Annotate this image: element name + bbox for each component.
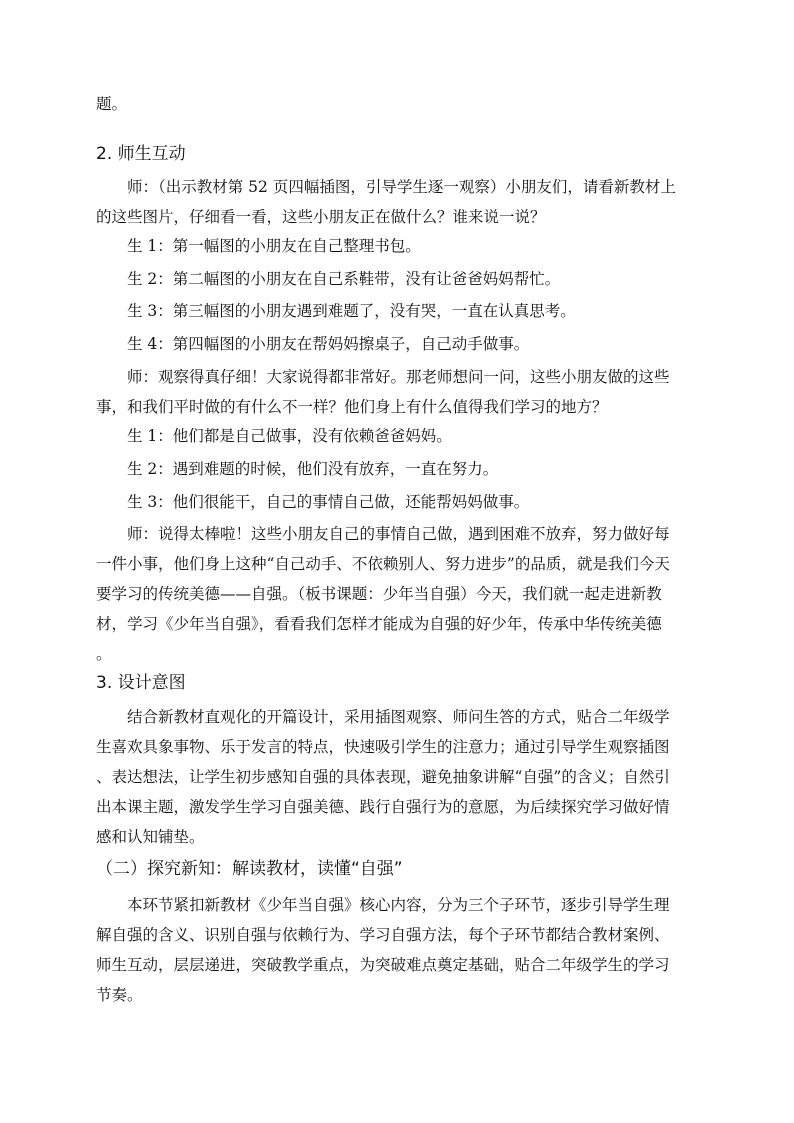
paragraph-teacher-1 bbox=[96, 172, 699, 232]
text-line: 事，和我们平时做的有什么不一样？他们身上有什么值得我们学习的地方？ bbox=[96, 398, 608, 416]
text-line: 的这些图片，仔细看一看，这些小朋友正在做什么？谁来说一说？ bbox=[96, 208, 546, 226]
paragraph-student-2a bbox=[96, 264, 699, 294]
text-line: 师生互动，层层递进，突破教学重点，为突破难点奠定基础，贴合二年级学生的学习 bbox=[96, 956, 670, 974]
paragraph-fragment bbox=[96, 89, 699, 119]
text-line: 生喜欢具象事物、乐于发言的特点，快速吸引学生的注意力；通过引导学生观察插图 bbox=[96, 738, 670, 756]
paragraph-section-intro bbox=[96, 890, 699, 1010]
text-line: 解自强的含义、识别自强与依赖行为、学习自强方法，每个子环节都结合教材案例、 bbox=[96, 926, 670, 944]
text-line: 节奏。 bbox=[96, 986, 143, 1004]
paragraph-student-1a bbox=[96, 231, 699, 261]
text-line: 师：观察得真仔细！大家说得都非常好。那老师想问一问，这些小朋友做的这些 bbox=[127, 368, 670, 386]
paragraph-student-2b bbox=[96, 454, 699, 484]
text-line: 师：（出示教材第 52 页四幅插图，引导学生逐一观察）小朋友们，请看新教材上 bbox=[127, 178, 676, 196]
text-line: 生 1：他们都是自己做事，没有依赖爸爸妈妈。 bbox=[127, 427, 452, 445]
text-line: 、表达想法，让学生初步感知自强的具体表现，避免抽象讲解“自强”的含义；自然引 bbox=[96, 768, 670, 786]
paragraph-student-3a bbox=[96, 296, 699, 326]
text-line: 出本课主题，激发学生学习自强美德、践行自强行为的意愿，为后续探究学习做好情 bbox=[96, 798, 670, 816]
text-line: 师：说得太棒啦！这些小朋友自己的事情自己做，遇到困难不放弃，努力做好每 bbox=[127, 525, 670, 543]
text-line: 感和认知铺垫。 bbox=[96, 828, 205, 846]
paragraph-design-intent bbox=[96, 702, 699, 852]
heading-design-intent: 3. 设计意图 bbox=[96, 673, 186, 693]
paragraph-student-1b bbox=[96, 421, 699, 451]
paragraph-student-4a bbox=[96, 329, 699, 359]
paragraph-teacher-2 bbox=[96, 362, 699, 422]
text-line: 要学习的传统美德——自强。（板书课题：少年当自强）今天，我们就一起走进新教 bbox=[96, 585, 662, 603]
text-line: 本环节紧扣新教材《少年当自强》核心内容，分为三个子环节，逐步引导学生理 bbox=[127, 896, 670, 914]
text-line: 生 1：第一幅图的小朋友在自己整理书包。 bbox=[127, 237, 421, 255]
text-line: 材，学习《少年当自强》，看看我们怎样才能成为自强的好少年，传承中华传统美德 bbox=[96, 615, 662, 633]
heading-interaction: 2. 师生互动 bbox=[96, 144, 186, 164]
text-line: 生 2：第二幅图的小朋友在自己系鞋带，没有让爸爸妈妈帮忙。 bbox=[127, 270, 561, 288]
section-heading-explore: （二）探究新知：解读教材，读懂“自强” bbox=[96, 859, 403, 879]
text-line: 生 3：第三幅图的小朋友遇到难题了，没有哭，一直在认真思考。 bbox=[127, 302, 576, 320]
text-line: 生 3：他们很能干，自己的事情自己做，还能帮妈妈做事。 bbox=[127, 493, 530, 511]
text-line: 。 bbox=[96, 645, 112, 663]
paragraph-student-3b bbox=[96, 487, 699, 517]
paragraph-teacher-3 bbox=[96, 519, 699, 669]
text-line: 结合新教材直观化的开篇设计，采用插图观察、师问生答的方式，贴合二年级学 bbox=[127, 708, 670, 726]
text-line: 一件小事，他们身上这种“自己动手、不依赖别人、努力进步”的品质，就是我们今天 bbox=[96, 555, 670, 573]
text-line: 生 2：遇到难题的时候，他们没有放弃，一直在努力。 bbox=[127, 460, 499, 478]
text-line: 题。 bbox=[96, 95, 128, 113]
text-line: 生 4：第四幅图的小朋友在帮妈妈擦桌子，自己动手做事。 bbox=[127, 335, 530, 353]
